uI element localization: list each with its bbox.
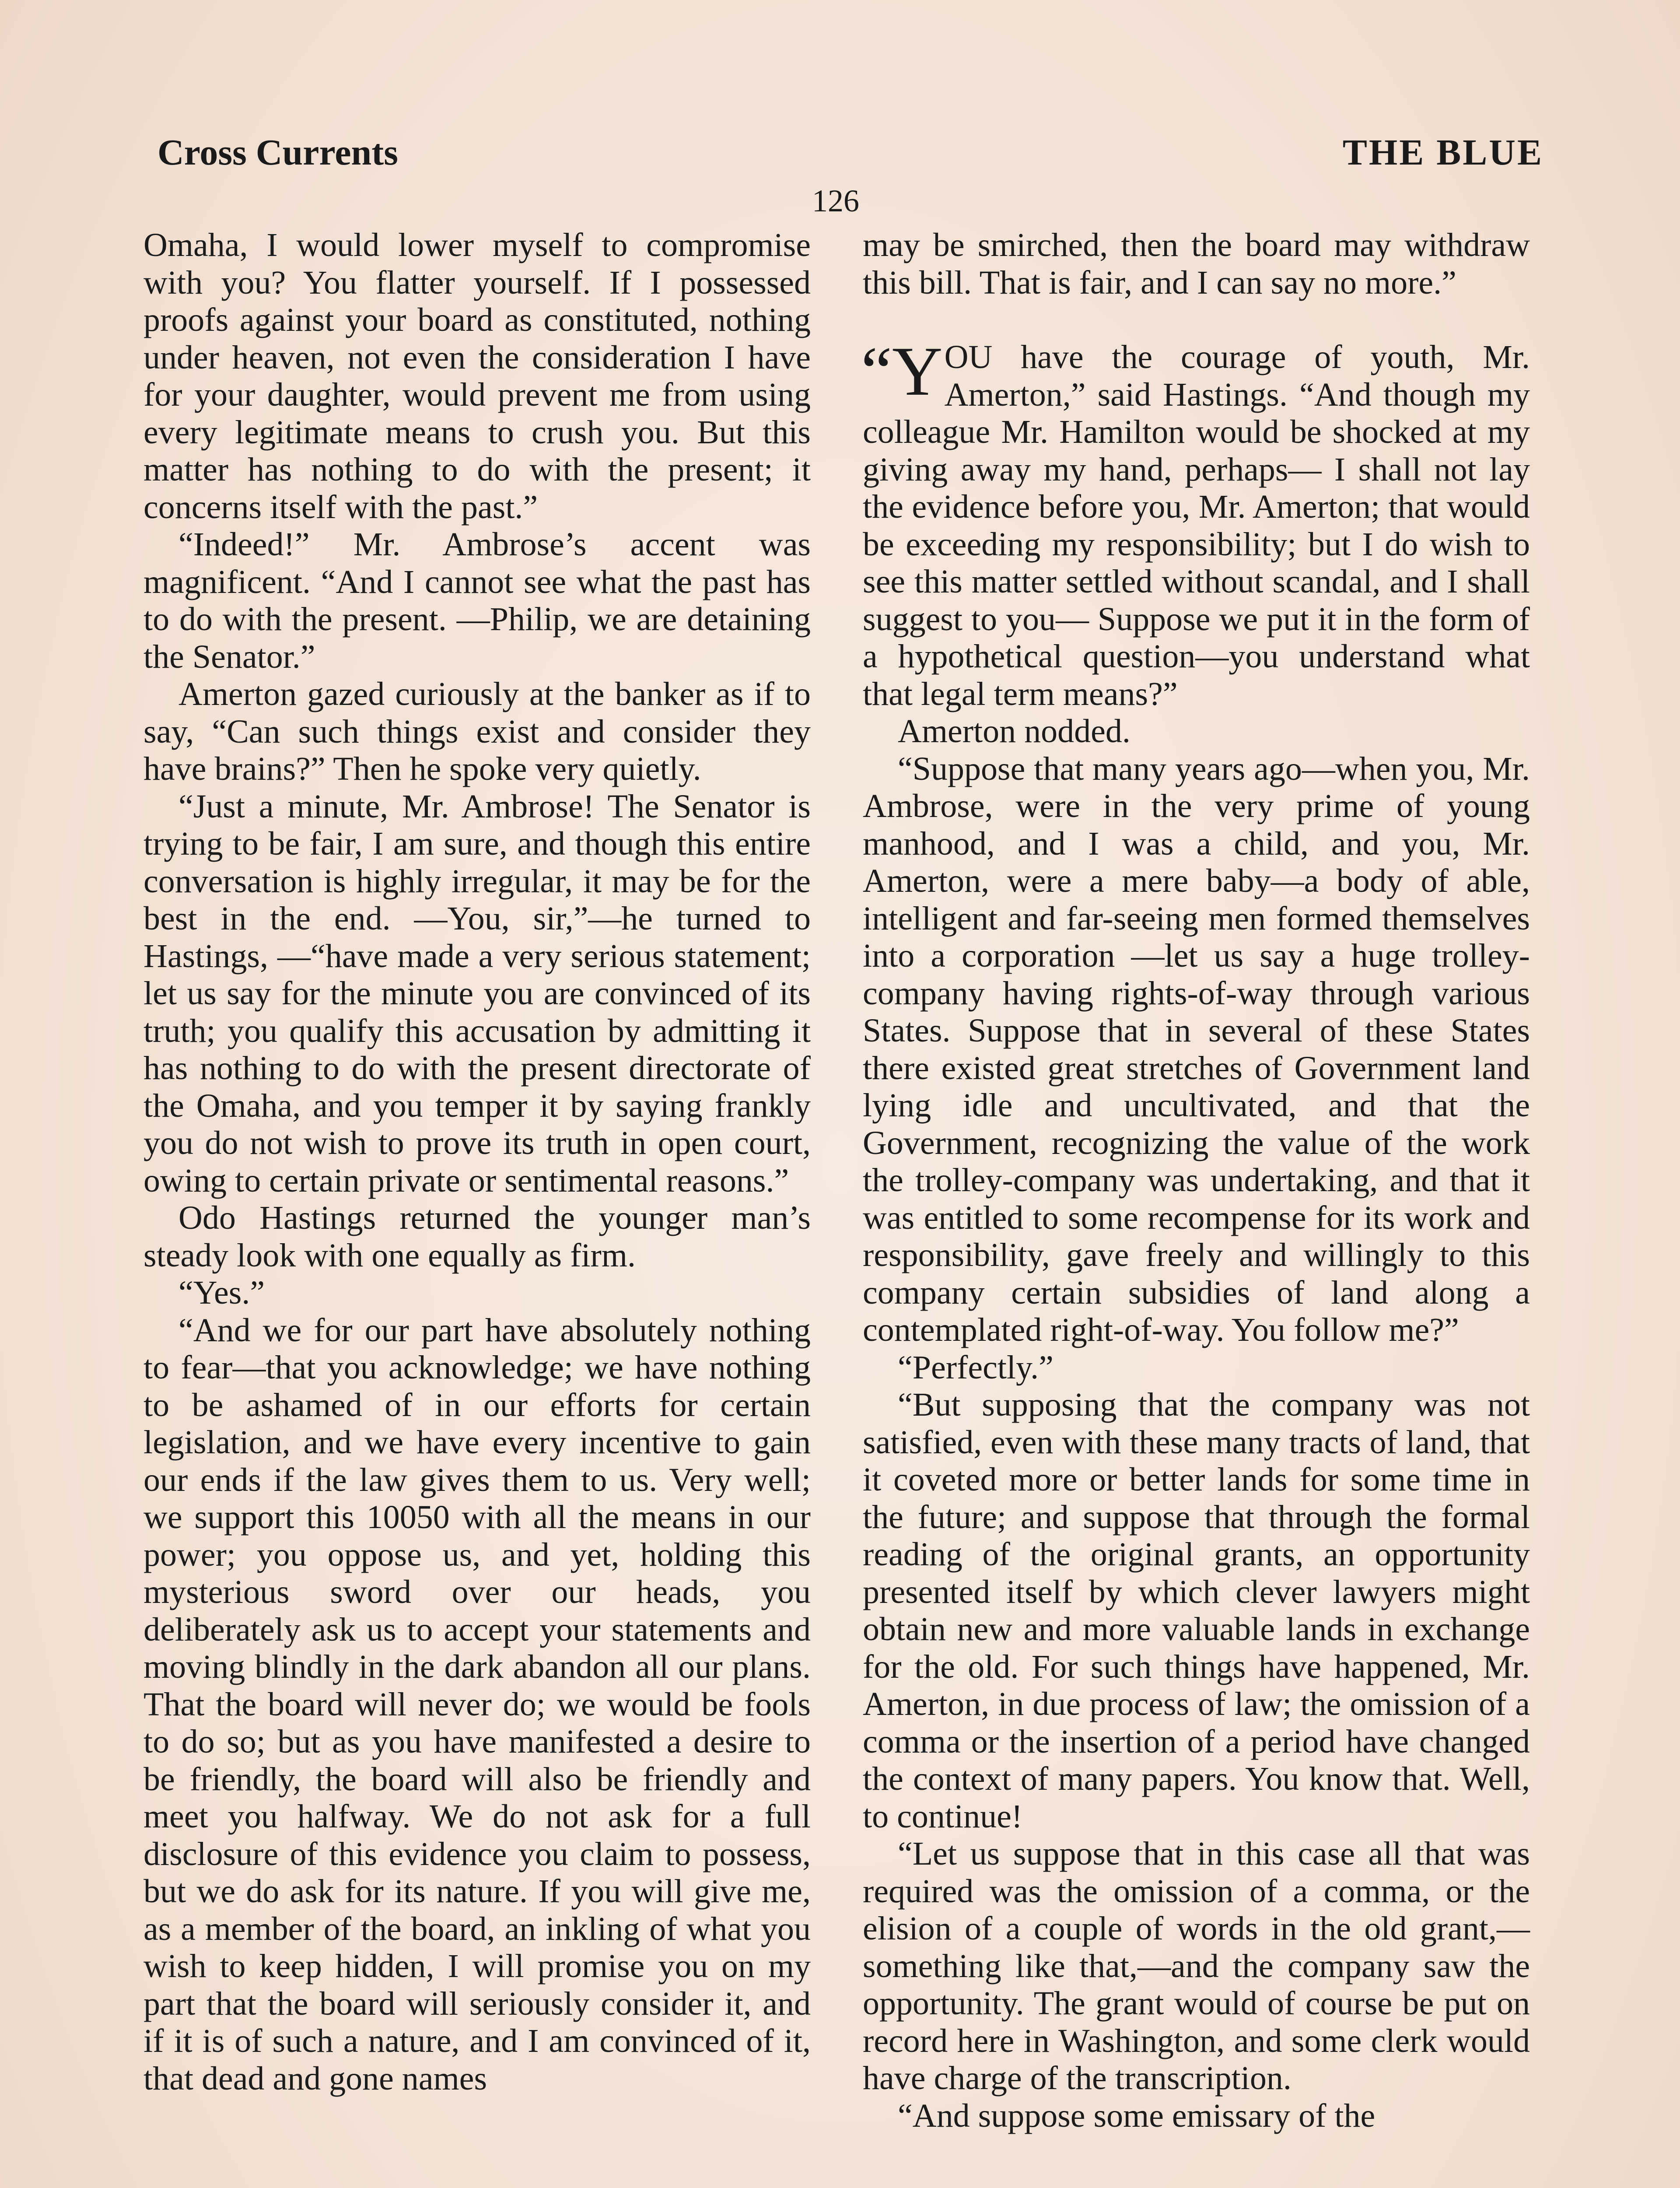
paragraph: “And we for our part have absolutely nothing to fear—that you acknowledge; we have nothing to be ashamed of in our efforts for certain legislation, and we have every incentive to gain our ends if the law gives them to us. Very well; we support this 10050 with all the means in our power; you oppose us, and yet, holding this mysterious sword over our heads, you deliberately ask us to accept your statements and moving blindly in the dark abandon all our plans. That the board will never do; we would be fools to do so; but as you have manifested a desire to be friendly, the board will also be friendly and meet you halfway. We do not ask for a full disclosure of this evidence you claim to possess, but we do ask for its nature. If you will give me, as a member of the board, an inkling of what you wish to keep hidden, I will promise you on my part that the board will seriously consider it, and if it is of such a nature, and I am convinced of it, that dead and gone names [144, 1311, 811, 2097]
paragraph: Amerton nodded. [898, 713, 1130, 750]
running-head-left: Cross Currents [158, 132, 398, 173]
paragraph: “Perfectly.” [898, 1349, 1054, 1386]
section-opening-paragraph [861, 332, 1530, 713]
page-number: 126 [812, 183, 859, 218]
drop-cap [861, 332, 943, 410]
paragraph: “Yes.” [178, 1274, 265, 1311]
paragraph: Odo Hastings returned the younger man’s steady look with one equally as firm. [144, 1199, 811, 1274]
section-opening-text: OU have the courage of youth, Mr. Amerton,” said Hastings. “And though my colleague Mr. Hamilton would be shocked at my giving away my hand, perhaps— I shall not lay the evidence before you, Mr. Amerton; that would be exceeding my responsibility; but I do wish to see this matter settled without scandal, and I shall suggest to you— Suppose we put it in the form of a hypothetical question—you understand what that legal term means?” [863, 339, 1530, 712]
drop-cap-letter: Y [892, 332, 943, 410]
paragraph: “But supposing that the company was not satisfied, even with these many tracts of land, that it coveted more or better lands for some time in the future; and suppose that through the formal reading of the original grants, an opportunity presented itself by which clever lawyers might obtain new and more valuable lands in exchange for the old. For such things have happened, Mr. Amerton, in due process of law; the omission of a comma or the insertion of a period have changed the context of many papers. You know that. Well, to continue! [863, 1386, 1530, 1835]
paragraph: Omaha, I would lower myself to compromise with you? You flatter yourself. If I possessed proofs against your board as constituted, nothing under heaven, not even the consideration I have for your daughter, would prevent me from using every legitimate means to crush you. But this matter has nothing to do with the present; it concerns itself with the past.” [144, 227, 811, 526]
paragraph: “Indeed!” Mr. Ambrose’s accent was magnificent. “And I cannot see what the past has to do with the present. —Philip, we are detaining the Senator.” [144, 526, 811, 675]
running-head-right: THE BLUE [1342, 132, 1544, 173]
paragraph: Amerton gazed curiously at the banker as if to say, “Can such things exist and consider they have brains?” Then he spoke very quietly. [144, 676, 811, 787]
paragraph: “And suppose some emissary of the [898, 2097, 1376, 2134]
drop-cap-quote: “ [861, 332, 892, 410]
paragraph: “Just a minute, Mr. Ambrose! The Senator is trying to be fair, I am sure, and though this entire conversation is highly irregular, it may be for the best in the end. —You, sir,”—he turned to Hastings, —“have made a very serious statement; let us say for the minute you are convinced of its truth; you qualify this accusation by admitting it has nothing to do with the present directorate of the Omaha, and you temper it by saying frankly you do not wish to prove its truth in open court, owing to certain private or sentimental reasons.” [144, 788, 811, 1199]
paragraph: “Let us suppose that in this case all that was required was the omission of a comma, or the elision of a couple of words in the old grant,—something like that,—and the company saw the opportunity. The grant would of course be put on record here in Washington, and some clerk would have charge of the transcription. [863, 1835, 1530, 2097]
right-column [863, 227, 1530, 2135]
paragraph: may be smirched, then the board may withdraw this bill. That is fair, and I can say no more.” [863, 227, 1530, 301]
left-column [144, 227, 811, 2097]
paragraph: “Suppose that many years ago—when you, Mr. Ambrose, were in the very prime of young manhood, and I was a child, and you, Mr. Amerton, were a mere baby—a body of able, intelligent and far-seeing men formed themselves into a corporation —let us say a huge trolley-company having rights-of-way through various States. Suppose that in several of these States there existed great stretches of Government land lying idle and uncultivated, and that the Government, recognizing the value of the work the trolley-company was undertaking, and that it was entitled to some recompense for its work and responsibility, gave freely and willingly to this company certain subsidies of land along a contemplated right-of-way. You follow me?” [863, 750, 1530, 1348]
